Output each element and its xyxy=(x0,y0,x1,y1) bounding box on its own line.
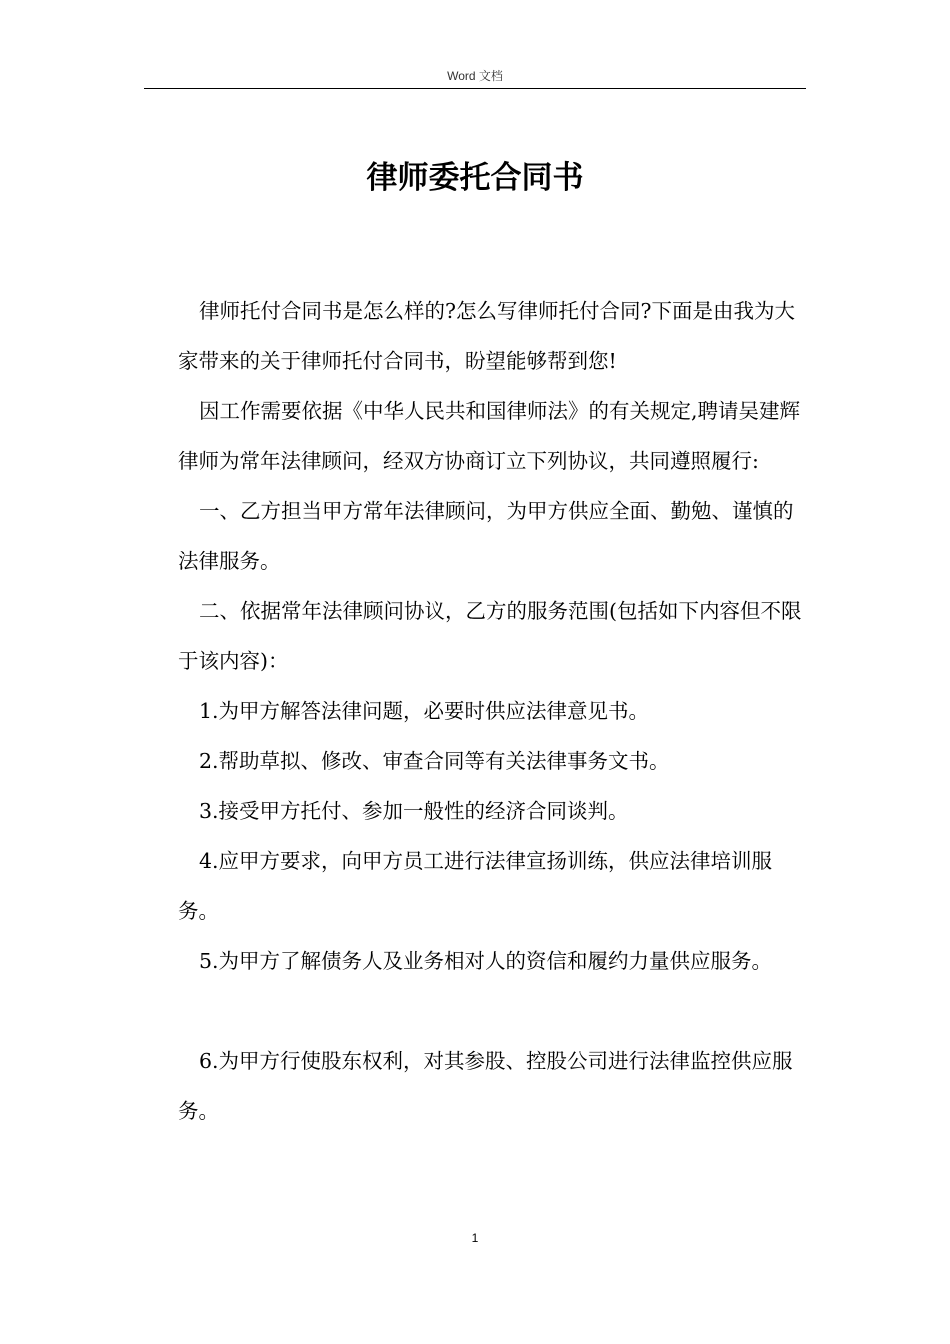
paragraph-preamble: 因工作需要依据《中华人民共和国律师法》的有关规定,聘请吴建辉律师为常年法律顾问，经双方协商订立下列协议，共同遵照履行: xyxy=(178,399,801,473)
page-number: 1 xyxy=(471,1231,479,1245)
paragraph-intro: 律师托付合同书是怎么样的?怎么写律师托付合同?下面是由我为大家带来的关于律师托付合同书，盼望能够帮到您! xyxy=(178,299,795,373)
list-item-4: 4.应甲方要求，向甲方员工进行法律宣扬训练，供应法律培训服务。 xyxy=(178,849,773,923)
list-item-2: 2.帮助草拟、修改、审查合同等有关法律事务文书。 xyxy=(199,749,670,773)
page-header xyxy=(144,66,806,89)
paragraph-spacer xyxy=(178,986,808,1036)
list-item-1: 1.为甲方解答法律问题，必要时供应法律意见书。 xyxy=(199,699,650,723)
paragraph-clause-2: 二、依据常年法律顾问协议，乙方的服务范围(包括如下内容但不限于该内容)： xyxy=(178,599,802,673)
list-item-3: 3.接受甲方托付、参加一般性的经济合同谈判。 xyxy=(199,799,629,823)
header-text: Word 文档 xyxy=(447,69,503,83)
paragraph-clause-1: 一、乙方担当甲方常年法律顾问，为甲方供应全面、勤勉、谨慎的法律服务。 xyxy=(178,499,794,573)
document-title: 律师委托合同书 xyxy=(366,160,584,196)
list-item-6: 6.为甲方行使股东权利，对其参股、控股公司进行法律监控供应服务。 xyxy=(178,1049,793,1123)
list-item-5: 5.为甲方了解债务人及业务相对人的资信和履约力量供应服务。 xyxy=(199,949,773,973)
document-body xyxy=(178,286,808,1136)
